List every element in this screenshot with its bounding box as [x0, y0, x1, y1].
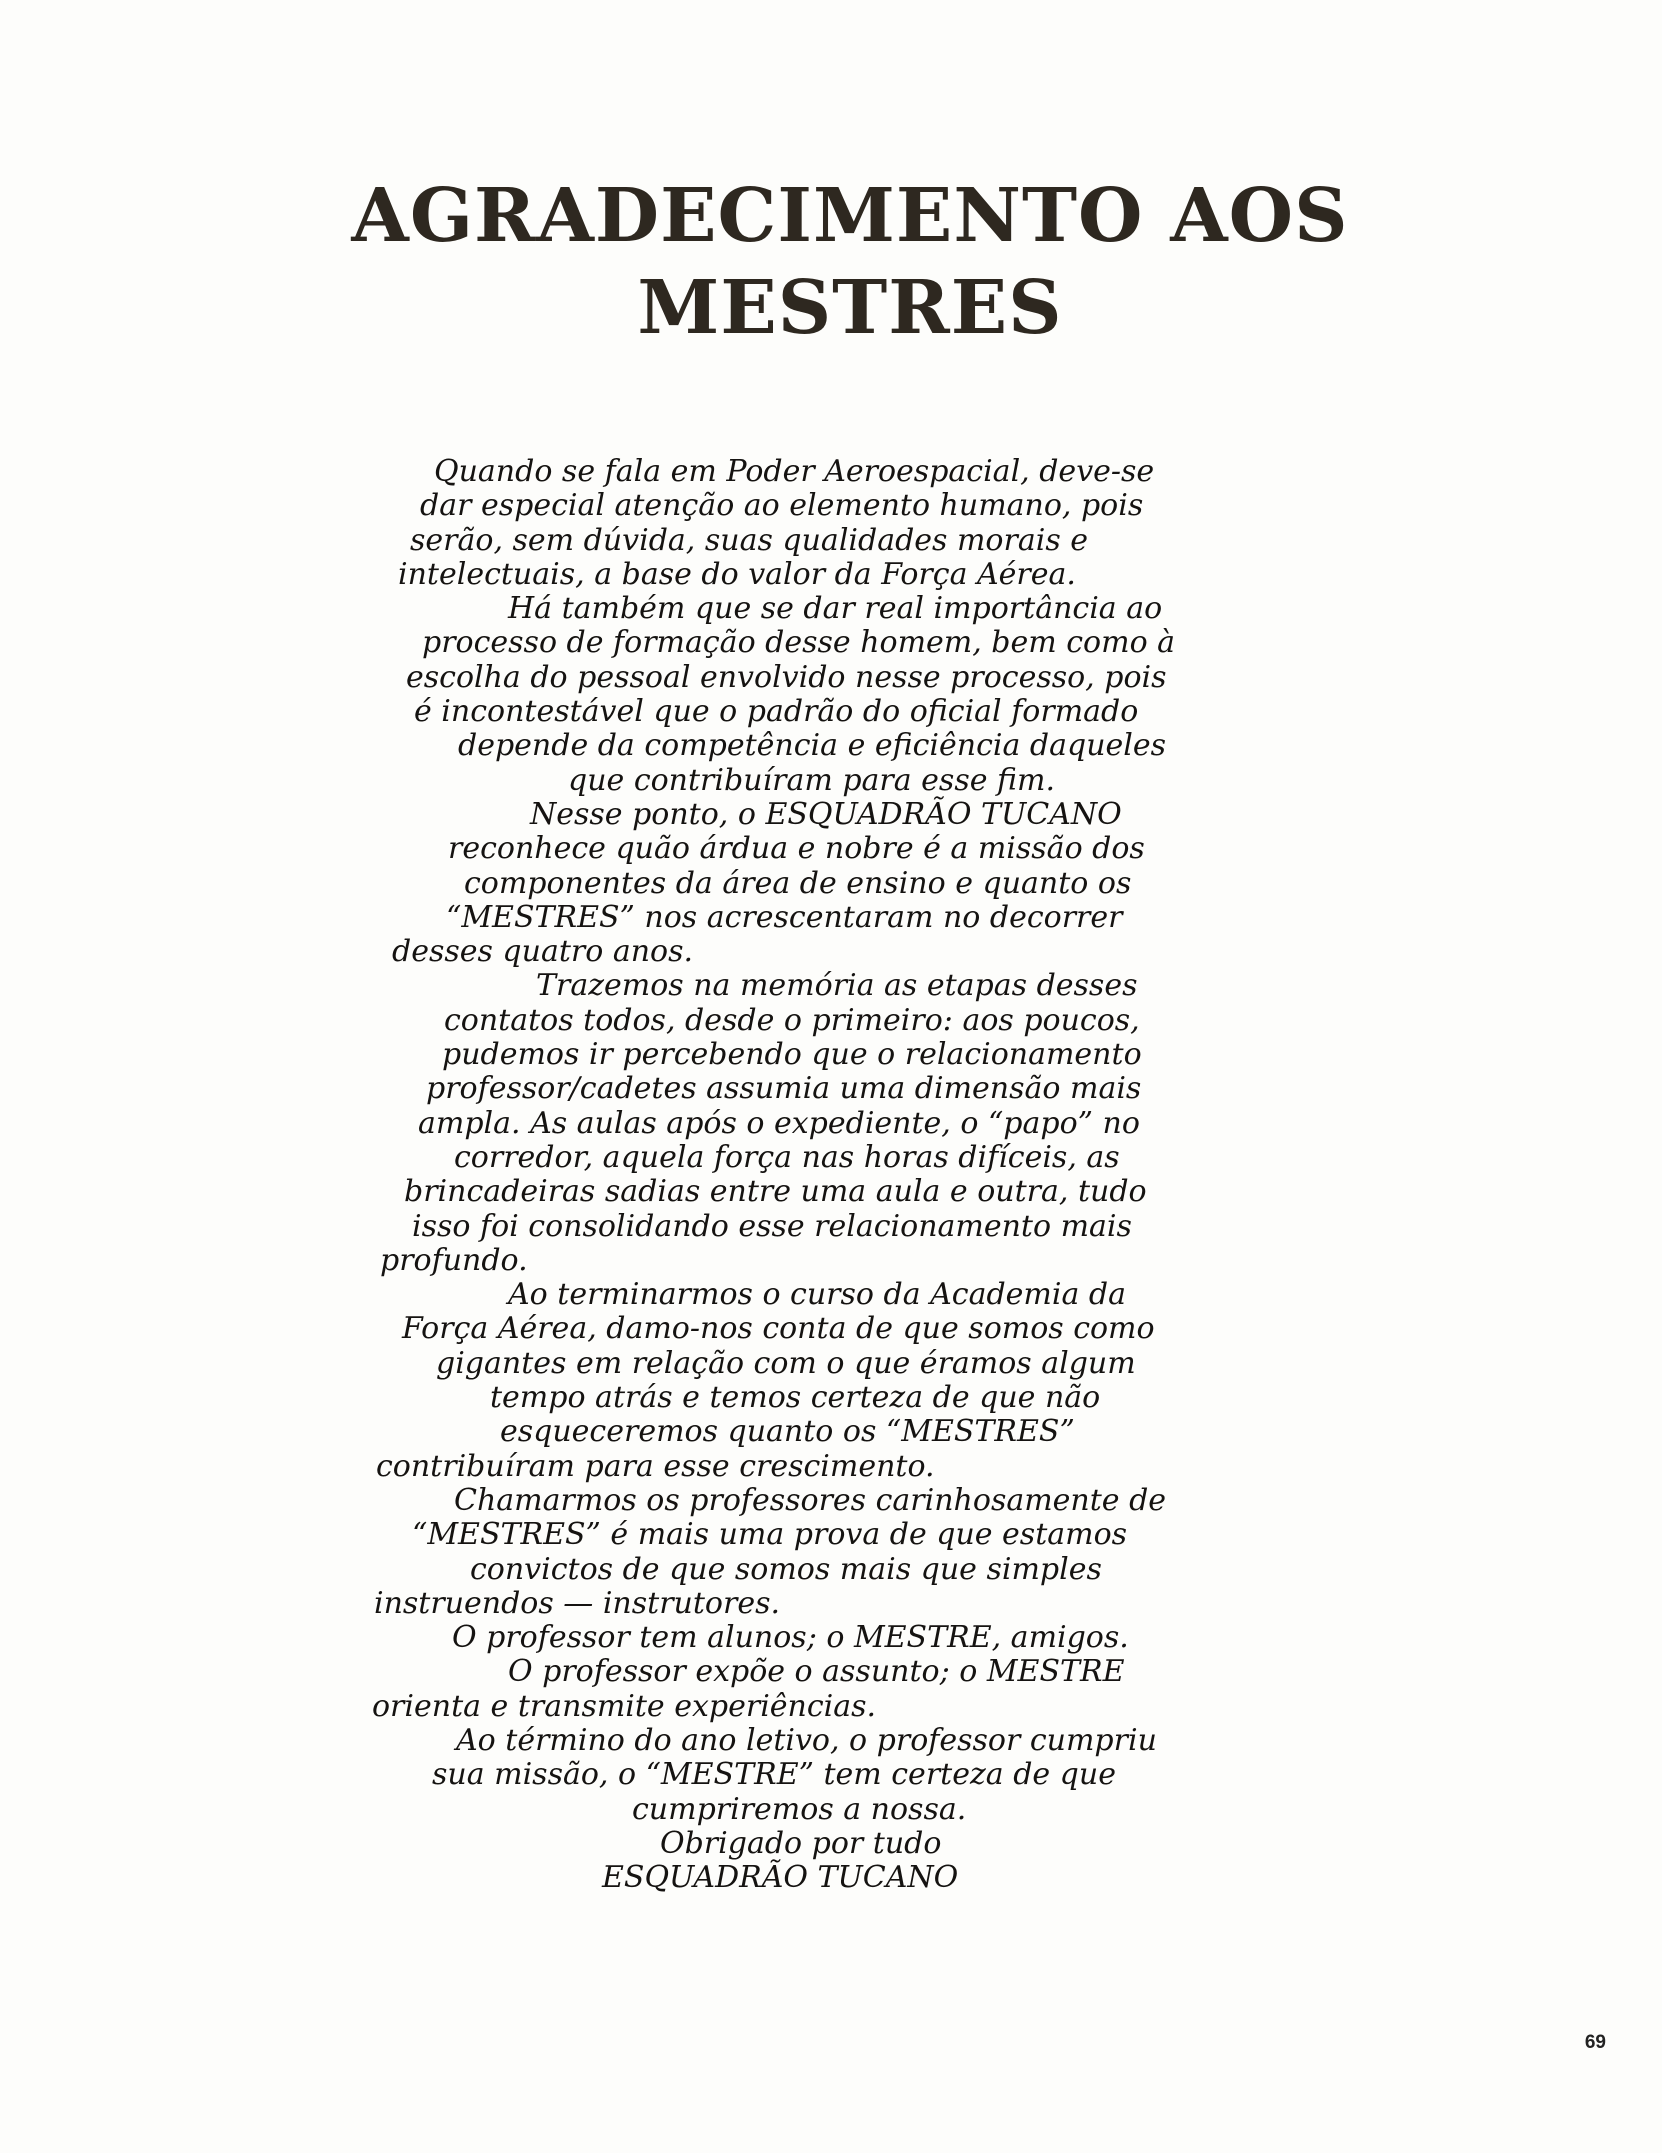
- body-line: esqueceremos quanto os “MESTRES”: [500, 1414, 1075, 1450]
- body-line: brincadeiras sadias entre uma aula e outra, tudo: [404, 1174, 1147, 1210]
- body-line: Ao terminarmos o curso da Academia da: [508, 1277, 1126, 1313]
- body-line: O professor expõe o assunto; o MESTRE: [508, 1654, 1125, 1690]
- body-line: Há também que se dar real importância ao: [508, 591, 1163, 627]
- page-title-line-2: MESTRES: [637, 265, 1063, 351]
- body-line: Trazemos na memória as etapas desses: [536, 968, 1138, 1004]
- body-line: escolha do pessoal envolvido nesse processo, pois: [406, 659, 1167, 695]
- body-line: serão, sem dúvida, suas qualidades morais e: [410, 522, 1089, 558]
- body-text: [360, 455, 1300, 1895]
- body-line: cumpriremos a nossa.: [632, 1791, 967, 1827]
- body-line: processo de formação desse homem, bem como à: [422, 625, 1176, 661]
- body-line: contribuíram para esse crescimento.: [376, 1448, 935, 1484]
- body-line: ampla. As aulas após o expediente, o “papo” no: [418, 1105, 1140, 1141]
- body-line: desses quatro anos.: [392, 934, 694, 970]
- body-line: professor/cadetes assumia uma dimensão mais: [426, 1071, 1142, 1107]
- body-line: Obrigado por tudo: [660, 1825, 942, 1861]
- body-line: é incontestável que o padrão do oficial formado: [414, 694, 1139, 730]
- page-number: 69: [1584, 2032, 1606, 2053]
- body-line: instruendos — instrutores.: [374, 1585, 781, 1621]
- body-line: “MESTRES” é mais uma prova de que estamos: [412, 1517, 1128, 1553]
- body-line: “MESTRES” nos acrescentaram no decorrer: [446, 899, 1123, 935]
- body-line: Chamarmos os professores carinhosamente de: [454, 1482, 1167, 1518]
- page-title: [0, 170, 1662, 354]
- body-line: gigantes em relação com o que éramos algum: [436, 1345, 1136, 1381]
- body-line: depende da competência e eficiência daqueles: [458, 728, 1167, 764]
- body-line: ESQUADRÃO TUCANO: [602, 1860, 959, 1896]
- body-line: sua missão, o “MESTRE” tem certeza de que: [432, 1757, 1116, 1793]
- page-title-line-1: AGRADECIMENTO AOS: [351, 173, 1349, 259]
- body-line: profundo.: [380, 1242, 528, 1278]
- body-line: pudemos ir percebendo que o relacionamento: [442, 1037, 1142, 1073]
- body-line: orienta e transmite experiências.: [372, 1688, 877, 1724]
- body-line: que contribuíram para esse fim.: [568, 762, 1056, 798]
- body-line: contatos todos, desde o primeiro: aos poucos,: [444, 1002, 1140, 1038]
- body-line: Nesse ponto, o ESQUADRÃO TUCANO: [530, 796, 1122, 832]
- body-line: dar especial atenção ao elemento humano, pois: [420, 488, 1144, 524]
- body-line: intelectuais, a base do valor da Força Aérea.: [398, 556, 1076, 592]
- body-line: Quando se fala em Poder Aeroespacial, deve-se: [434, 454, 1155, 489]
- body-line: reconhece quão árdua e nobre é a missão dos: [448, 831, 1145, 867]
- body-line: convictos de que somos mais que simples: [470, 1551, 1102, 1587]
- body-line: tempo atrás e temos certeza de que não: [490, 1380, 1101, 1416]
- body-line: corredor, aquela força nas horas difíceis, as: [454, 1139, 1120, 1175]
- body-line: Ao término do ano letivo, o professor cumpriu: [456, 1722, 1157, 1758]
- body-line: O professor tem alunos; o MESTRE, amigos.: [452, 1620, 1129, 1656]
- body-line: Força Aérea, damo-nos conta de que somos como: [402, 1311, 1155, 1347]
- body-line: componentes da área de ensino e quanto os: [464, 865, 1132, 901]
- body-line: isso foi consolidando esse relacionamento mais: [412, 1208, 1132, 1244]
